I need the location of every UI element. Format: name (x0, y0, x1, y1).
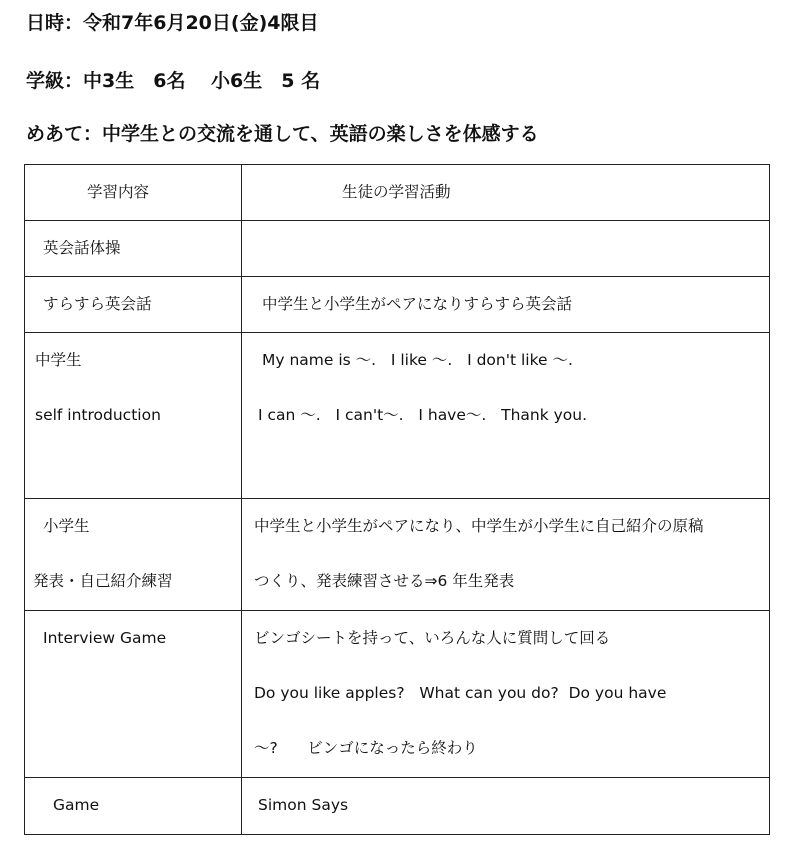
content-cell (25, 778, 242, 835)
lesson-datetime: 日時：令和7年6月20日(金)4限目 (26, 12, 319, 34)
activity-text: Simon Says (258, 796, 349, 814)
header-content-label: 学習内容 (87, 183, 150, 201)
activity-cell (242, 611, 770, 778)
activity-cell (242, 221, 770, 277)
activity-text: My name is ～. I like ～. I don't like ～. (262, 351, 573, 369)
activity-text: I can ～. I can't～. I have～. Thank you. (258, 406, 588, 424)
activity-text: つくり、発表練習させる⇒6 年生発表 (254, 572, 515, 590)
header-activity-label: 生徒の学習活動 (342, 183, 451, 201)
activity-cell (242, 778, 770, 835)
content-text: すらすら英会話 (43, 295, 152, 313)
header-cell-activity (242, 165, 770, 221)
content-text: Interview Game (43, 629, 167, 647)
content-cell (25, 333, 242, 499)
content-text: Game (53, 796, 100, 814)
header-cell-content (25, 165, 242, 221)
table-row (25, 333, 770, 499)
activity-text: 中学生と小学生がペアになり、中学生が小学生に自己紹介の原稿 (254, 517, 704, 535)
content-text: 小学生 (43, 517, 90, 535)
content-text: 英会話体操 (43, 239, 121, 257)
lesson-plan-table (24, 164, 770, 835)
content-text: self introduction (35, 406, 161, 424)
table-row (25, 221, 770, 277)
activity-cell (242, 277, 770, 333)
table-row (25, 499, 770, 611)
activity-text: Do you like apples? What can you do? Do you have (254, 684, 667, 702)
table-header-row (25, 165, 770, 221)
activity-cell (242, 333, 770, 499)
content-text: 中学生 (35, 351, 82, 369)
lesson-aim: めあて：中学生との交流を通して、英語の楽しさを体感する (26, 123, 539, 145)
content-cell (25, 611, 242, 778)
content-text: 発表・自己紹介練習 (33, 572, 173, 590)
activity-cell (242, 499, 770, 611)
content-cell (25, 221, 242, 277)
content-cell (25, 277, 242, 333)
table-row (25, 277, 770, 333)
activity-text: ～? ビンゴになったら終わり (254, 739, 478, 757)
content-cell (25, 499, 242, 611)
class-info: 学級：中3生 6名 小6生 5 名 (26, 70, 321, 92)
activity-text: 中学生と小学生がペアになりすらすら英会話 (262, 295, 573, 313)
table-row (25, 611, 770, 778)
table-row (25, 778, 770, 835)
activity-text: ビンゴシートを持って、いろんな人に質問して回る (254, 629, 611, 647)
